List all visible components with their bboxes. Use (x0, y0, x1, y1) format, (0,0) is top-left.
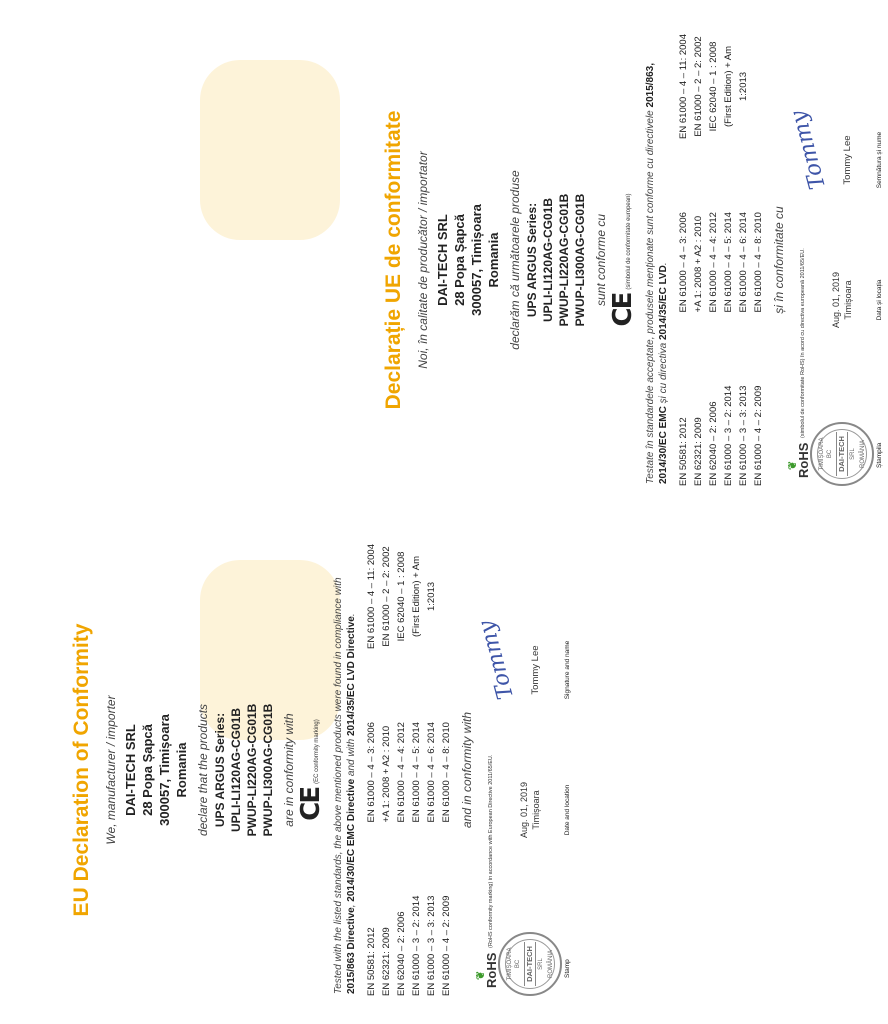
ro-tested-text (644, 36, 670, 484)
ro-product-list (524, 30, 588, 490)
signer-name: Tommy Lee (530, 645, 541, 695)
stamp-name: DAI-TECH (836, 432, 848, 476)
directive-3: 2014/35/EC LVD Directive (346, 616, 357, 737)
standard-item: EN 50581: 2012 (678, 417, 689, 486)
standards-col-2 (676, 212, 766, 312)
en-standards-list (364, 544, 454, 996)
ce-mark-icon: CE (296, 787, 326, 821)
standard-item: IEC 62040 – 1 : 2008 (708, 41, 719, 132)
leaf-icon: ❦ (475, 970, 487, 980)
date-caption: Date and location (564, 784, 571, 836)
date-value: Aug. 01, 2019 (519, 781, 529, 839)
ro-footer (788, 30, 888, 490)
en-product-list (212, 540, 276, 1000)
date-value: Aug. 01, 2019 (831, 271, 841, 329)
company-name: DAI-TECH SRL (123, 724, 138, 816)
directive-3: 2014/35/EC LVD (658, 265, 669, 341)
ce-note: (simbolul de conformitate european) (626, 193, 632, 290)
stamp-abbr: BC (515, 959, 521, 969)
standards-col-3 (364, 544, 454, 649)
standard-item: EN 61000 – 3 – 3: 2013 (738, 385, 749, 486)
rohs-text: RoHS (484, 952, 499, 988)
standards-col-2 (364, 722, 454, 822)
company-country: Romania (174, 742, 189, 798)
tested-and: and with (346, 738, 357, 777)
standard-item: EN 61000 – 4 – 11: 2004 (366, 544, 377, 649)
stamp-top-text: TIMIȘOARA (507, 947, 513, 981)
company-street: 28 Popa Șapcă (140, 724, 155, 816)
standard-item: (First Edition) + Am (411, 555, 422, 637)
tested-and: și cu directiva (658, 342, 669, 404)
en-title: EU Declaration of Conformity (70, 623, 93, 917)
ro-conform-text: sunt conforme cu (594, 213, 608, 307)
ro-ce-mark-row (610, 30, 636, 490)
standard-item: EN 61000 – 4 – 3: 2006 (678, 212, 689, 313)
signature-caption: Semnătura și nume (876, 131, 883, 189)
ro-and-conform-text: și în conformitate cu (772, 206, 786, 314)
company-name: DAI-TECH SRL (435, 214, 450, 306)
standard-item: EN 61000 – 4 – 5: 2014 (411, 722, 422, 823)
standard-item: EN 62040 – 2: 2006 (708, 401, 719, 486)
standard-item: +A 1: 2008 + A2 : 2010 (381, 725, 392, 823)
tested-pre: Testate în standardele acceptate, produsele menționate sunt conforme cu directivele (645, 110, 656, 484)
place-value: Timișoara (531, 790, 541, 830)
standard-item: EN 61000 – 4 – 4: 2012 (396, 722, 407, 823)
rohs-logo (475, 952, 499, 988)
company-stamp (498, 932, 562, 996)
tested-end: . (346, 613, 357, 617)
ro-standards-list (676, 34, 766, 486)
standard-item: EN 61000 – 3 – 2: 2014 (723, 385, 734, 486)
date-location (830, 260, 854, 340)
directive-2: 2014/30/EC EMC Directive (346, 778, 357, 902)
stamp-sub: SRL (538, 958, 544, 970)
standards-col-1 (364, 896, 454, 996)
signature-image: Tommy (474, 617, 519, 702)
standard-item: EN 61000 – 4 – 2: 2009 (753, 385, 764, 486)
standard-item: EN 61000 – 4 – 4: 2012 (708, 212, 719, 313)
standard-item: EN 61000 – 4 – 5: 2014 (723, 212, 734, 313)
signature-caption: Signature and name (564, 640, 571, 700)
standard-item: +A 1: 2008 + A2 : 2010 (693, 215, 704, 313)
leaf-icon: ❦ (787, 460, 799, 470)
tested-end: . (658, 262, 669, 266)
standard-item: EN 61000 – 3 – 3: 2013 (426, 895, 437, 996)
stamp-name: DAI-TECH (524, 942, 536, 986)
ro-declare-text: declarăm că următoarele produse (508, 170, 522, 350)
standard-item: EN 61000 – 4 – 6: 2014 (738, 212, 749, 313)
company-city: 300057, Timișoara (157, 714, 172, 826)
stamp-caption: Ștampila (876, 442, 883, 468)
standards-col-1 (676, 386, 766, 486)
rohs-note: (simbolul de conformitate RoHS) în acord cu directiva europeană 2011/65/EU. (800, 248, 806, 438)
standard-item: 1:2013 (738, 71, 749, 101)
standard-item: EN 61000 – 3 – 2: 2014 (411, 895, 422, 996)
company-street: 28 Popa Șapcă (452, 214, 467, 306)
tested-pre: Tested with the listed standards, the above mentioned products were found in compliance with (333, 577, 344, 994)
product-model: UPLI-LI120AG-CG01B (541, 197, 555, 323)
standard-item: IEC 62040 – 1 : 2008 (396, 551, 407, 642)
standard-item: 1:2013 (426, 581, 437, 611)
stamp-bottom-text: ROMÂNIA (860, 440, 866, 469)
directive-1: 2015/863, 2014/30/EC EMC (645, 62, 669, 484)
product-model: PWUP-LI300AG-CG01B (261, 703, 275, 837)
stamp-sub: SRL (850, 448, 856, 460)
en-conform-text: are in conformity with (282, 713, 296, 827)
en-company-address (122, 540, 190, 1000)
ro-declaration-panel (380, 30, 883, 490)
product-model: PWUP-LI220AG-CG01B (557, 193, 571, 327)
ro-company-address (434, 30, 502, 490)
date-caption: Data și locația (876, 279, 883, 321)
watermark-shape (200, 60, 340, 240)
en-tested-text: Tested with the listed standards, the above mentioned products were found in compliance with 2015/863 Directive, 2014/30/EC EMC Directive and with 2014/35/EC LVD Directive. (333, 577, 357, 994)
ro-title: Declarație UE de conformitate (382, 110, 405, 410)
place-value: Timișoara (843, 280, 853, 320)
product-model: PWUP-LI300AG-CG01B (573, 193, 587, 327)
product-model: PWUP-LI220AG-CG01B (245, 703, 259, 837)
directive-1: 2015/863 Directive (346, 907, 357, 994)
stamp-top-text: TIMIȘOARA (819, 437, 825, 471)
en-declaration-panel (68, 540, 571, 1000)
standard-item: EN 62040 – 2: 2006 (396, 911, 407, 996)
en-declare-text: declare that the products (196, 703, 210, 837)
rohs-logo (787, 442, 811, 478)
product-series: UPS ARGUS Series: (213, 712, 227, 828)
en-and-conform-text: and in conformity with (460, 711, 474, 829)
signature-image: Tommy (786, 107, 831, 192)
company-stamp (810, 422, 874, 486)
standard-item: EN 61000 – 4 – 8: 2010 (441, 722, 452, 823)
en-footer (476, 540, 576, 1000)
standard-item: EN 50581: 2012 (366, 927, 377, 996)
ce-mark-icon: CE (608, 293, 638, 327)
company-country: Romania (486, 232, 501, 288)
standard-item: EN 61000 – 2 – 2: 2002 (693, 36, 704, 137)
standard-item: EN 61000 – 4 – 11: 2004 (678, 34, 689, 139)
en-ce-mark-row (298, 540, 324, 1000)
product-series: UPS ARGUS Series: (525, 202, 539, 318)
standard-item: EN 61000 – 4 – 8: 2010 (753, 212, 764, 313)
rohs-note: (RoHS conformity marking) in accordance with European Directive 2011/65/EU. (488, 754, 494, 948)
standard-item: EN 62321: 2009 (381, 927, 392, 996)
company-city: 300057, Timișoara (469, 204, 484, 316)
date-location (518, 770, 542, 850)
ro-intro: Noi, în calitate de producător / importator (416, 151, 430, 369)
standard-item: (First Edition) + Am (723, 45, 734, 127)
rohs-text: RoHS (796, 442, 811, 478)
stamp-abbr: BC (827, 449, 833, 459)
standard-item: EN 61000 – 4 – 3: 2006 (366, 722, 377, 823)
standard-item: EN 61000 – 4 – 2: 2009 (441, 895, 452, 996)
stamp-bottom-text: ROMÂNIA (548, 950, 554, 979)
stamp-caption: Stamp (564, 959, 571, 978)
standards-col-3 (676, 34, 766, 139)
product-model: UPLI-LI120AG-CG01B (229, 707, 243, 833)
standard-item: EN 61000 – 2 – 2: 2002 (381, 546, 392, 647)
ce-note: (EC conformity marking) (314, 719, 320, 784)
standard-item: EN 61000 – 4 – 6: 2014 (426, 722, 437, 823)
standard-item: EN 62321: 2009 (693, 417, 704, 486)
signer-name: Tommy Lee (842, 135, 853, 185)
en-intro: We, manufacturer / importer (104, 695, 118, 845)
